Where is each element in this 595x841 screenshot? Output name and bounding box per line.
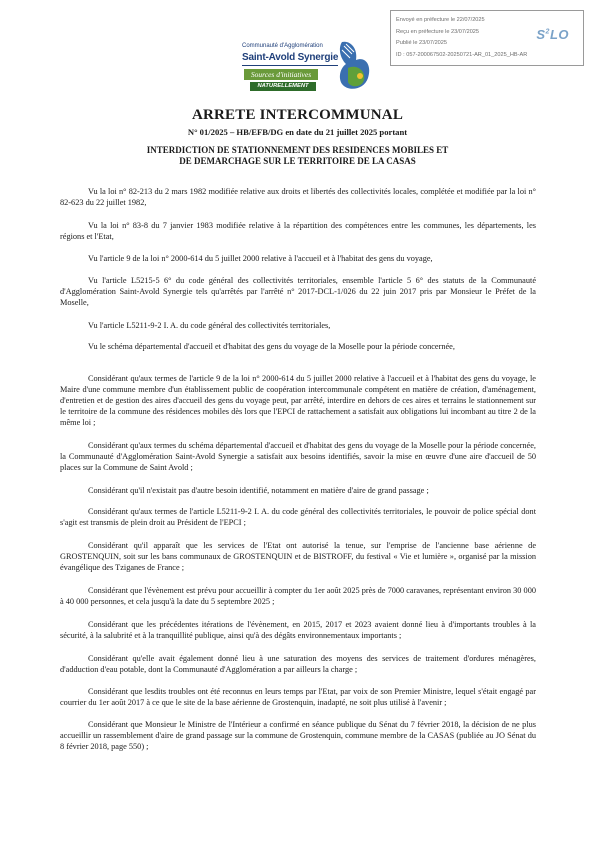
paragraph: Vu le schéma départemental d'accueil et d'habitat des gens du voyage de la Moselle pour la période concernée, [88,342,455,351]
casas-logo [232,38,382,98]
paragraph: Considérant qu'il apparaît que les services de l'Etat ont autorisé la tenue, sur l'emprise de l'ancienne base aérienne de GROSTENQUIN, soit sur les bans communaux de GROSTENQUIN et de BISTROFF, du festival « Vie et lumière », organisé par la mission évangélique des Tziganes de France ; [60,541,536,572]
logo-name: Saint-Avold Synergie [242,52,339,63]
paragraph: Vu l'article L5215-5 6° du code général des collectivités territoriales, ensemble l'article 5 6° des statuts de la Communauté d'Agglomération Saint-Avold Synergie tels qu'arrêtés par l'arrêté n° 2017-DCL-1/026 du 22 juin 2017 pris par Monsieur le Préfet de la Moselle, [60,276,536,307]
logo-emblem-icon [336,38,374,94]
paragraph: Considérant que lesdits troubles ont été reconnus en leurs temps par l'Etat, par voix de son Premier Ministre, lequel s'était engagé par courrier du 1er août 2017 à ce que le site de la base aérienne de Grostenquin, inadapté, ne soit plus utilisé à l'avenir ; [60,687,536,707]
page-title: ARRETE INTERCOMMUNAL [191,107,404,123]
stamp-id-line: ID : 057-200067502-20250721-AR_01_2025_HB-AR [396,51,528,58]
logo-tagline: Sources d'initiatives [244,69,318,80]
stamp-received-line: Reçu en préfecture le 23/07/2025 [396,28,480,35]
paragraph: Vu la loi n° 82-213 du 2 mars 1982 modifiée relative aux droits et libertés des collectivités locales, complétée et modifiée par la loi n° 82-623 du 22 juillet 1982, [60,187,536,207]
paragraph: Considérant qu'aux termes du schéma départemental d'accueil et d'habitat des gens du voyage de la Moselle pour la période concernée, la Communauté d'Agglomération Saint-Avold Synergie a satisfait aux besoins identifiés, savoir la mise en œuvre d'une aire d'accueil de 50 places sur la Commune de Saint Avold ; [60,441,536,472]
reference-line: N° 01/2025 – HB/EFB/DG en date du 21 juillet 2025 portant [187,127,408,137]
paragraph: Considérant que Monsieur le Ministre de l'Intérieur a confirmé en séance publique du Sénat du 7 février 2018, la décision de ne plus accueillir un rassemblement d'aire de grand passage sur la commune de Grostenquin, commune membre de la CASAS (publiée au JO Sénat du 8 février 2018, page 550) ; [60,720,536,751]
paragraph: Considérant qu'aux termes de l'article 9 de la loi n° 2000-614 du 5 juillet 2000 relative à l'accueil et à l'habitat des gens du voyage, le Maire d'une commune membre d'un établissement public de coopération intercommunale compétent en matière de création, d'aménagement, d'entretien et de gestion des aires d'accueil des gens du voyage peut, par arrêté, interdire en dehors de ces aires et terrains le stationnement sur le territoire de la commune des résidences mobiles dès lors que l'EPCI de rattachement a satisfait aux obligations lui incombant au titre 2 de la même loi ; [60,374,536,427]
paragraph: Considérant qu'elle avait également donné lieu à une saturation des moyens des services de traitement d'ordures ménagères, d'adduction d'eau potable, dont la Communauté d'Agglomération a par ailleurs la charge ; [60,654,536,674]
paragraph: Vu l'article L5211-9-2 I. A. du code général des collectivités territoriales, [88,321,331,330]
paragraph: Vu l'article 9 de la loi n° 2000-614 du 5 juillet 2000 relative à l'accueil et à l'habitat des gens du voyage, [88,254,433,263]
paragraph: Considérant que les précédentes itérations de l'évènement, en 2015, 2017 et 2023 avaient donné lieu à d'importants troubles à la sécurité, à la salubrité et à la tranquillité publique, ainsi qu'à des dégâts environnementaux importants ; [60,620,536,640]
stamp-published-line: Publié le 23/07/2025 [396,40,448,46]
s2lo-logo: $S^2LO$ [536,27,569,42]
logo-tagline-secondary: NATURELLEMENT [250,82,316,91]
subject-line-1: INTERDICTION DE STATIONNEMENT DES RESIDENCES MOBILES ET [146,145,449,155]
subject-heading [0,145,595,167]
logo-divider [242,65,338,66]
paragraph: Considérant qu'aux termes de l'article L5211-9-2 I. A. du code général des collectivités territoriales, le pouvoir de police spécial dont s'agit est transmis de plein droit au Président de l'EPCI ; [60,507,536,527]
paragraph: Considérant qu'il n'existait pas d'autre besoin identifié, notamment en matière d'aire de grand passage ; [88,486,429,495]
logo-community-label: Communauté d'Agglomération [242,43,323,49]
paragraph: Considérant que l'évènement est prévu pour accueillir à compter du 1er août 2025 près de 7000 caravanes, représentant environ 30 000 à 40 000 personnes, et cela jusqu'à la date du 5 septembre 2025 ; [60,586,536,606]
stamp-sent-line: Envoyé en préfecture le 22/07/2025 [396,17,485,23]
paragraph: Vu la loi n° 83-8 du 7 janvier 1983 modifiée relative à la répartition des compétences entre les communes, les départements, les régions et l'Etat, [60,221,536,241]
subject-line-2: DE DEMARCHAGE SUR LE TERRITOIRE DE LA CASAS [179,156,416,166]
prefecture-stamp [390,10,584,66]
